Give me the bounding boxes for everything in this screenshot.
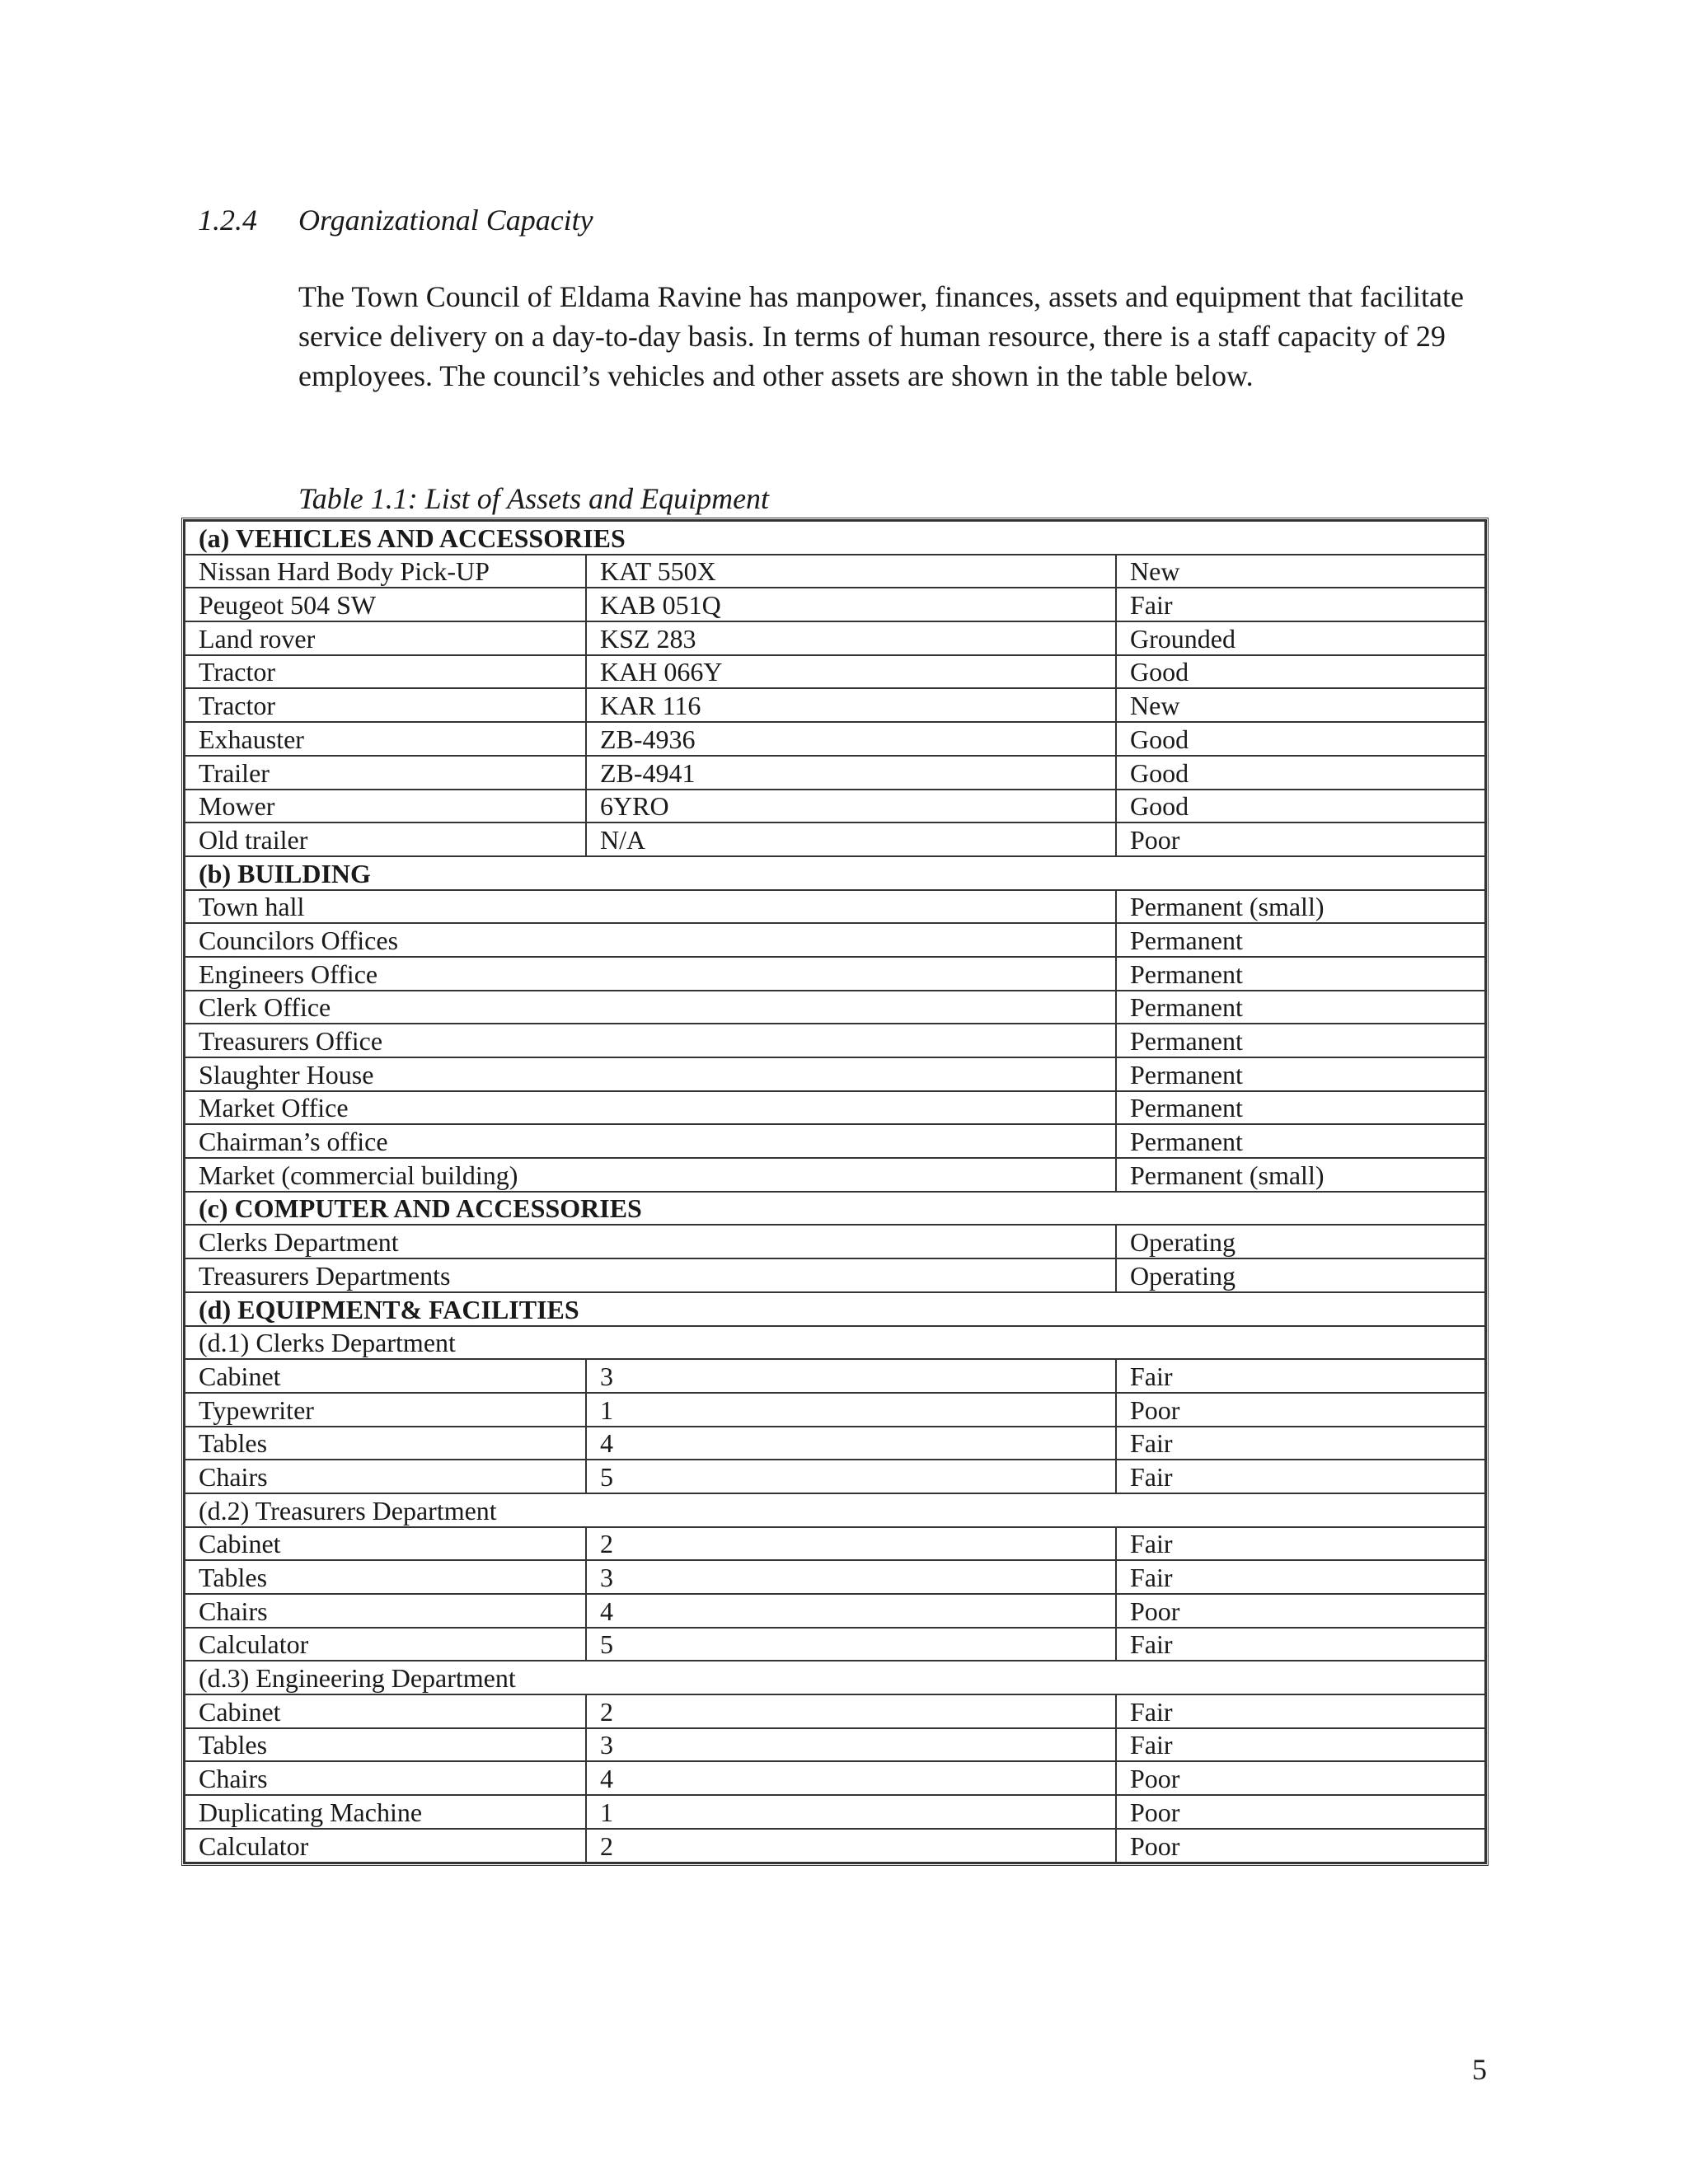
status-cell: Grounded <box>1116 621 1485 655</box>
table-row <box>185 1057 1485 1091</box>
status-cell: Poor <box>1116 1761 1485 1795</box>
detail-cell: N/A <box>586 823 1116 856</box>
section-number: 1.2.4 <box>198 204 257 237</box>
body-paragraph: The Town Council of Eldama Ravine has manpower, finances, assets and equipment that facilitate service delivery on a day-to-day basis. In terms of human resource, there is a staff capacity of 29 employees. The council’s vehicles and other assets are shown in the table below. <box>298 280 1464 392</box>
detail-cell: 3 <box>586 1560 1116 1594</box>
item-cell: Clerk Office <box>185 991 1116 1024</box>
detail-cell: KSZ 283 <box>586 621 1116 655</box>
status-cell: Permanent <box>1116 991 1485 1024</box>
item-cell: Chairs <box>185 1761 586 1795</box>
detail-cell: ZB-4941 <box>586 756 1116 790</box>
table-row <box>185 688 1485 722</box>
table-row <box>185 1560 1485 1594</box>
item-cell: Typewriter <box>185 1393 586 1427</box>
item-cell: Tables <box>185 1728 586 1762</box>
detail-cell: 2 <box>586 1694 1116 1728</box>
section-title: Organizational Capacity <box>298 204 593 237</box>
table-section-row <box>185 521 1485 555</box>
status-cell: Permanent <box>1116 1024 1485 1057</box>
detail-cell: 2 <box>586 1527 1116 1561</box>
table-section-row <box>185 856 1485 890</box>
detail-cell: ZB-4936 <box>586 722 1116 756</box>
table-row <box>185 1527 1485 1561</box>
table-row <box>185 1359 1485 1393</box>
item-cell: Trailer <box>185 756 586 790</box>
item-cell: Town hall <box>185 890 1116 924</box>
assets-table <box>181 518 1489 1866</box>
table-row <box>185 655 1485 689</box>
item-cell: Engineers Office <box>185 957 1116 991</box>
item-cell: Exhauster <box>185 722 586 756</box>
status-cell: Permanent <box>1116 1057 1485 1091</box>
status-cell: Permanent (small) <box>1116 1158 1485 1192</box>
item-cell: Duplicating Machine <box>185 1795 586 1829</box>
item-cell: Chairman’s office <box>185 1124 1116 1158</box>
status-cell: Fair <box>1116 1694 1485 1728</box>
detail-cell: KAT 550X <box>586 555 1116 588</box>
table-subsection-row <box>185 1661 1485 1694</box>
table-row <box>185 555 1485 588</box>
status-cell: New <box>1116 555 1485 588</box>
status-cell: Poor <box>1116 1795 1485 1829</box>
item-cell: Treasurers Departments <box>185 1258 1116 1292</box>
table-row <box>185 1761 1485 1795</box>
item-cell: Tables <box>185 1427 586 1460</box>
item-cell: Nissan Hard Body Pick-UP <box>185 555 586 588</box>
detail-cell: KAR 116 <box>586 688 1116 722</box>
item-cell: Peugeot 504 SW <box>185 588 586 621</box>
status-cell: Permanent <box>1116 1091 1485 1125</box>
table-row <box>185 1124 1485 1158</box>
table-row <box>185 1427 1485 1460</box>
table-row <box>185 923 1485 957</box>
status-cell: Permanent <box>1116 923 1485 957</box>
status-cell: Good <box>1116 655 1485 689</box>
table-subsection-row <box>185 1326 1485 1360</box>
table-row <box>185 991 1485 1024</box>
item-cell: Clerks Department <box>185 1225 1116 1258</box>
table-caption: Table 1.1: List of Assets and Equipment <box>298 482 770 515</box>
item-cell: Market (commercial building) <box>185 1158 1116 1192</box>
detail-cell: 3 <box>586 1359 1116 1393</box>
item-cell: Calculator <box>185 1628 586 1661</box>
table-row <box>185 1091 1485 1125</box>
status-cell: Permanent <box>1116 957 1485 991</box>
detail-cell: 1 <box>586 1795 1116 1829</box>
detail-cell: 4 <box>586 1594 1116 1628</box>
subsection-label-cell: (d.2) Treasurers Department <box>185 1493 1485 1527</box>
table-row <box>185 1225 1485 1258</box>
table-row <box>185 588 1485 621</box>
item-cell: Market Office <box>185 1091 1116 1125</box>
item-cell: Councilors Offices <box>185 923 1116 957</box>
item-cell: Calculator <box>185 1829 586 1863</box>
item-cell: Mower <box>185 790 586 823</box>
item-cell: Old trailer <box>185 823 586 856</box>
status-cell: Fair <box>1116 1359 1485 1393</box>
section-label-cell: (a) VEHICLES AND ACCESSORIES <box>185 521 1485 555</box>
section-label-cell: (b) BUILDING <box>185 856 1485 890</box>
table-row <box>185 957 1485 991</box>
item-cell: Treasurers Office <box>185 1024 1116 1057</box>
table-row <box>185 1728 1485 1762</box>
item-cell: Slaughter House <box>185 1057 1116 1091</box>
table-subsection-row <box>185 1493 1485 1527</box>
subsection-label-cell: (d.3) Engineering Department <box>185 1661 1485 1694</box>
status-cell: Fair <box>1116 1460 1485 1493</box>
detail-cell: 4 <box>586 1427 1116 1460</box>
detail-cell: KAB 051Q <box>586 588 1116 621</box>
subsection-label-cell: (d.1) Clerks Department <box>185 1326 1485 1360</box>
table-section-row <box>185 1192 1485 1226</box>
status-cell: Operating <box>1116 1225 1485 1258</box>
status-cell: Poor <box>1116 1393 1485 1427</box>
table-section-row <box>185 1292 1485 1326</box>
item-cell: Chairs <box>185 1594 586 1628</box>
table-row <box>185 1258 1485 1292</box>
status-cell: Operating <box>1116 1258 1485 1292</box>
detail-cell: 3 <box>586 1728 1116 1762</box>
item-cell: Cabinet <box>185 1694 586 1728</box>
table-row <box>185 1024 1485 1057</box>
item-cell: Chairs <box>185 1460 586 1493</box>
table-row <box>185 1460 1485 1493</box>
status-cell: Fair <box>1116 1427 1485 1460</box>
item-cell: Tables <box>185 1560 586 1594</box>
table-row <box>185 1393 1485 1427</box>
status-cell: Fair <box>1116 1527 1485 1561</box>
table-row <box>185 890 1485 924</box>
item-cell: Tractor <box>185 688 586 722</box>
status-cell: Permanent (small) <box>1116 890 1485 924</box>
detail-cell: 1 <box>586 1393 1116 1427</box>
table-row <box>185 722 1485 756</box>
status-cell: Fair <box>1116 1728 1485 1762</box>
detail-cell: 6YRO <box>586 790 1116 823</box>
detail-cell: 5 <box>586 1628 1116 1661</box>
status-cell: Poor <box>1116 1594 1485 1628</box>
status-cell: Good <box>1116 790 1485 823</box>
detail-cell: 4 <box>586 1761 1116 1795</box>
status-cell: New <box>1116 688 1485 722</box>
table-row <box>185 1694 1485 1728</box>
status-cell: Poor <box>1116 823 1485 856</box>
table-row <box>185 823 1485 856</box>
assets-table-body <box>185 521 1485 1863</box>
status-cell: Good <box>1116 722 1485 756</box>
section-label-cell: (d) EQUIPMENT& FACILITIES <box>185 1292 1485 1326</box>
item-cell: Cabinet <box>185 1527 586 1561</box>
status-cell: Good <box>1116 756 1485 790</box>
status-cell: Fair <box>1116 1628 1485 1661</box>
table-row <box>185 790 1485 823</box>
status-cell: Poor <box>1116 1829 1485 1863</box>
status-cell: Fair <box>1116 1560 1485 1594</box>
table-row <box>185 1829 1485 1863</box>
table-row <box>185 1795 1485 1829</box>
item-cell: Tractor <box>185 655 586 689</box>
table-row <box>185 1628 1485 1661</box>
detail-cell: 5 <box>586 1460 1116 1493</box>
item-cell: Land rover <box>185 621 586 655</box>
table-row <box>185 1594 1485 1628</box>
section-label-cell: (c) COMPUTER AND ACCESSORIES <box>185 1192 1485 1226</box>
table-row <box>185 1158 1485 1192</box>
status-cell: Permanent <box>1116 1124 1485 1158</box>
page-number: 5 <box>1472 2053 1487 2086</box>
section-heading <box>198 203 593 237</box>
detail-cell: KAH 066Y <box>586 655 1116 689</box>
table-row <box>185 756 1485 790</box>
item-cell: Cabinet <box>185 1359 586 1393</box>
table-row <box>185 621 1485 655</box>
detail-cell: 2 <box>586 1829 1116 1863</box>
status-cell: Fair <box>1116 588 1485 621</box>
